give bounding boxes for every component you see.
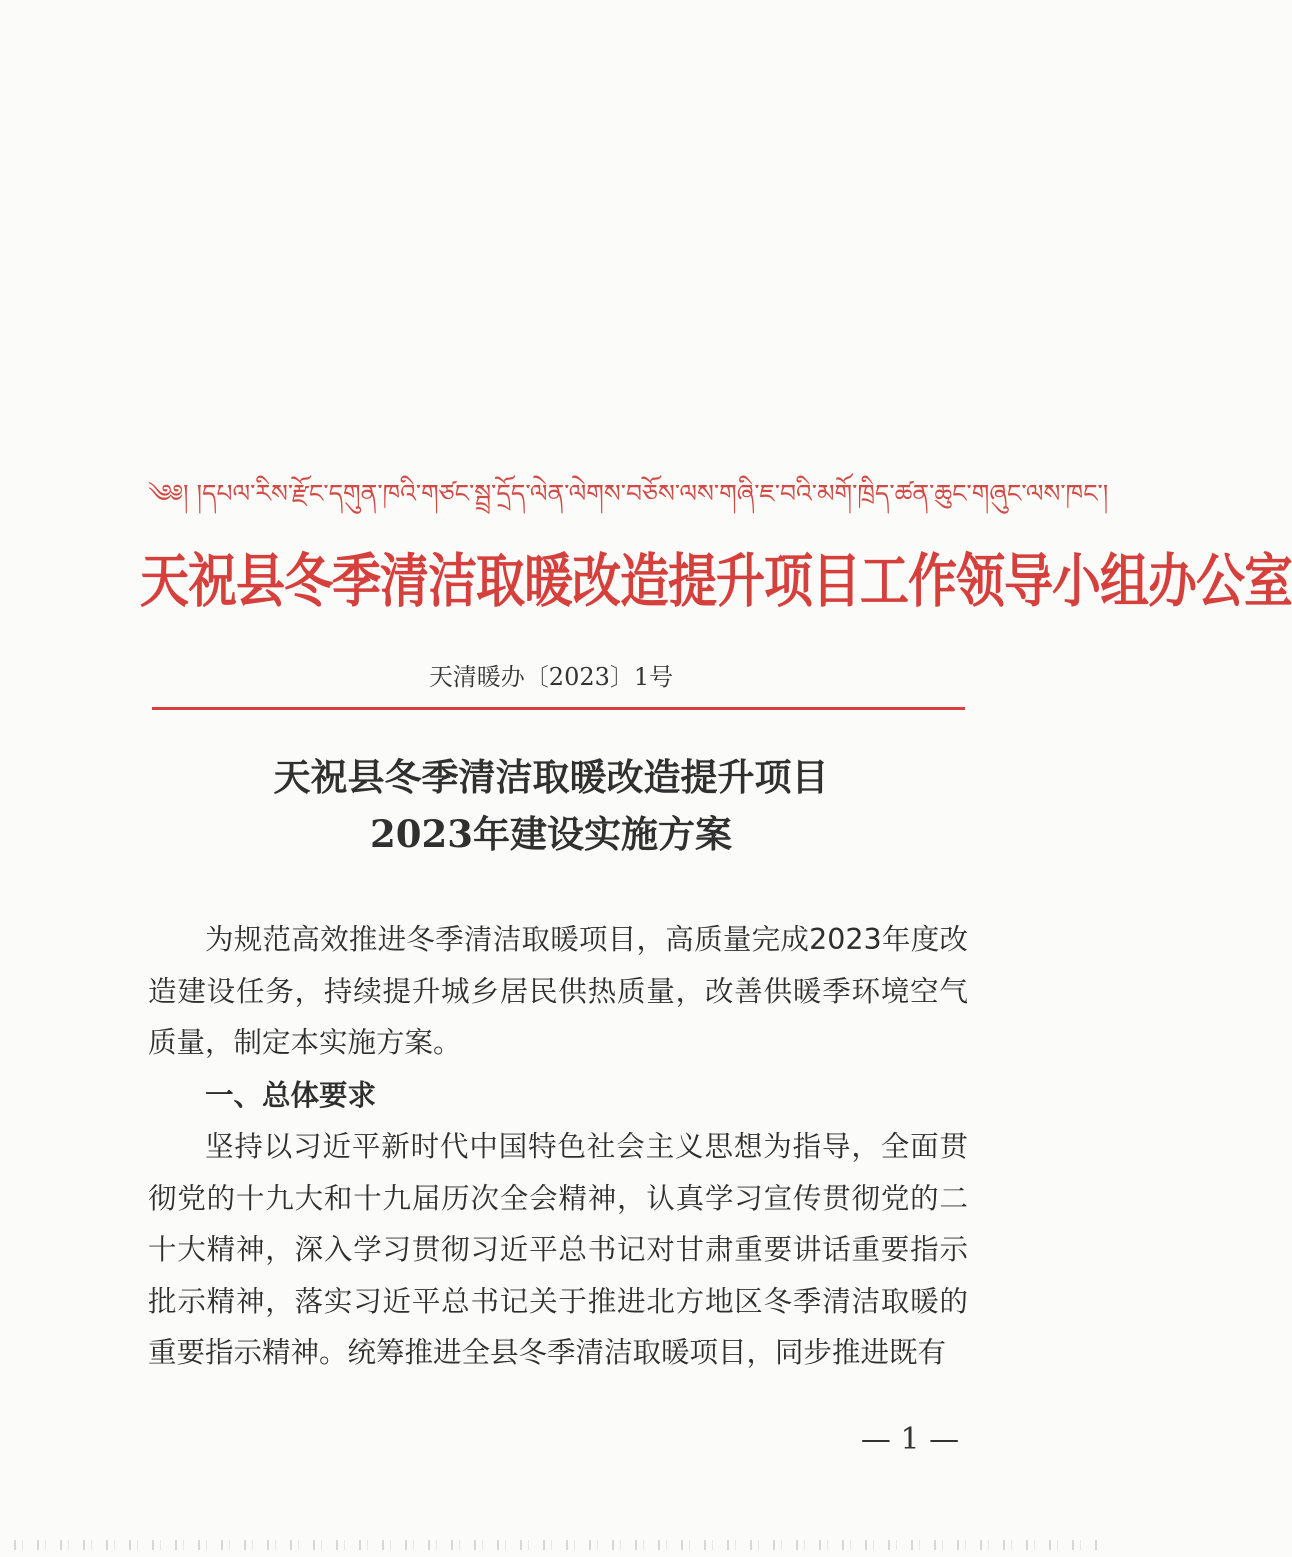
scan-edge-noise	[0, 1540, 1102, 1550]
red-separator-line	[152, 707, 965, 710]
tibetan-org-name: ༄༅། །དཔལ་རིས་རྫོང་དགུན་ཁའི་གཙང་སྦྲ་དྲོད་ལེན་ལེགས་བཅོས་ལས་གཞི་ཇ་བའི་མགོ་ཁྲིད་ཚན་ཆུང་གཞུང་ལས་ཁང་།	[148, 479, 1109, 508]
document-title-line-2: 2023年建设实施方案	[370, 812, 732, 856]
document-title-line-1: 天祝县冬季清洁取暖改造提升项目	[273, 755, 829, 799]
section-1-paragraph: 坚持以习近平新时代中国特色社会主义思想为指导，全面贯彻党的十九大和十九届历次全会精神，认真学习宣传贯彻党的二十大精神，深入学习贯彻习近平总书记对甘肃重要讲话重要指示批示精神，落实习近平总书记关于推进北方地区冬季清洁取暖的重要指示精神。统筹推进全县冬季清洁取暖项目，同步推进既有	[148, 1130, 968, 1370]
issuing-office-title: 天祝县冬季清洁取暖改造提升项目工作领导小组办公室	[140, 546, 1292, 616]
section-heading-1: 一、总体要求	[205, 1079, 377, 1112]
document-number: 天清暖办〔2023〕1号	[428, 663, 674, 691]
page-number: — 1 —	[860, 1422, 960, 1457]
intro-paragraph: 为规范高效推进冬季清洁取暖项目，高质量完成2023年度改造建设任务，持续提升城乡居民供热质量，改善供暖季环境空气质量，制定本实施方案。	[148, 923, 968, 1060]
